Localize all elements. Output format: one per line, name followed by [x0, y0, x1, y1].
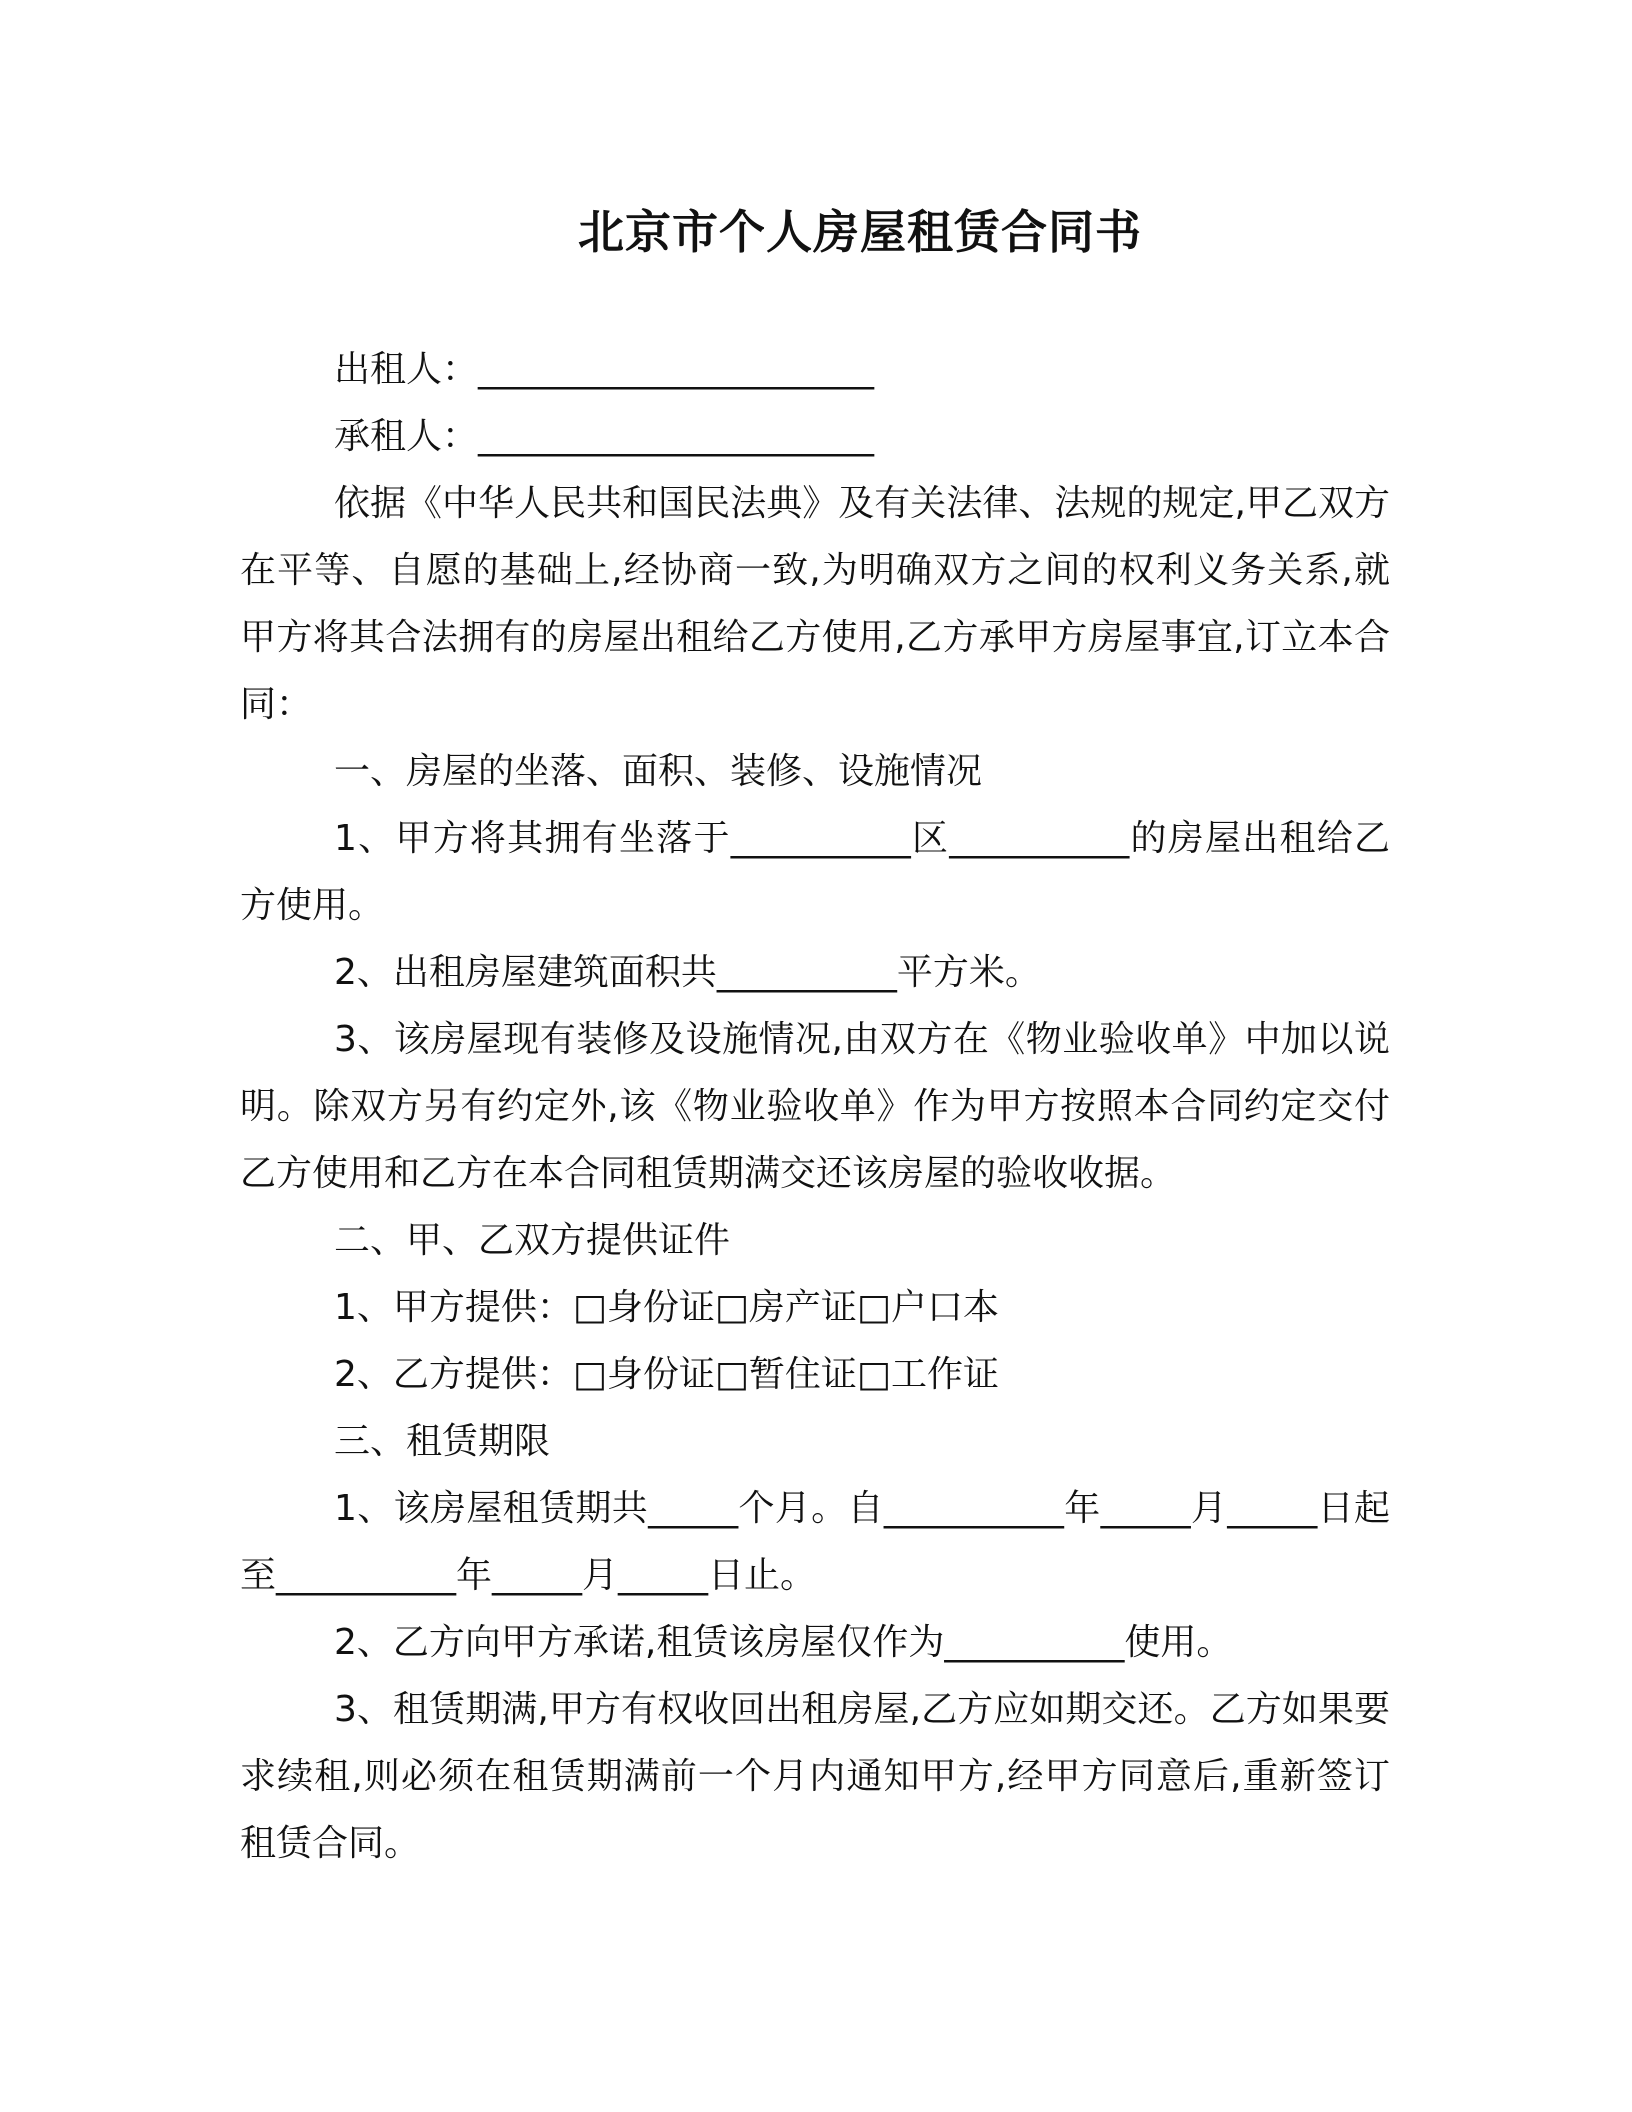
lessor-line: 出租人：______________________: [334, 349, 875, 390]
section-heading-2: 二、甲、乙双方提供证件: [334, 1220, 731, 1261]
clause-1-3: 3、该房屋现有装修及设施情况,由双方在《物业验收单》中加以说明。除双方另有约定外,该《物业验收单》作为甲方按照本合同约定交付乙方使用和乙方在本合同租赁期满交还该房屋的验收收据。: [240, 1019, 1390, 1194]
clause-1-2: 2、出租房屋建筑面积共__________平方米。: [334, 952, 1041, 993]
document-title: 北京市个人房屋租赁合同书: [578, 205, 1142, 259]
clause-2-1: 1、甲方提供：□身份证□房产证□户口本: [334, 1287, 999, 1328]
clause-3-1: 1、该房屋租赁期共_____个月。自__________年_____月_____日起至__________年_____月_____日止。: [240, 1488, 1390, 1596]
preamble-paragraph: 依据《中华人民共和国民法典》及有关法律、法规的规定,甲乙双方在平等、自愿的基础上,经协商一致,为明确双方之间的权利义务关系,就甲方将其合法拥有的房屋出租给乙方使用,乙方承甲方房屋事宜,订立本合同：: [240, 483, 1390, 725]
section-heading-3: 三、租赁期限: [334, 1421, 551, 1462]
document-body: [240, 336, 1390, 1877]
clause-3-3: 3、租赁期满,甲方有权收回出租房屋,乙方应如期交还。乙方如果要求续租,则必须在租赁期满前一个月内通知甲方,经甲方同意后,重新签订租赁合同。: [240, 1689, 1390, 1864]
clause-3-2: 2、乙方向甲方承诺,租赁该房屋仅作为__________使用。: [334, 1622, 1233, 1663]
clause-2-2: 2、乙方提供：□身份证□暂住证□工作证: [334, 1354, 999, 1395]
clause-1-1: 1、甲方将其拥有坐落于__________区__________的房屋出租给乙方使用。: [240, 818, 1390, 926]
lessee-line: 承租人：______________________: [334, 416, 875, 457]
section-heading-1: 一、房屋的坐落、面积、装修、设施情况: [334, 751, 983, 792]
